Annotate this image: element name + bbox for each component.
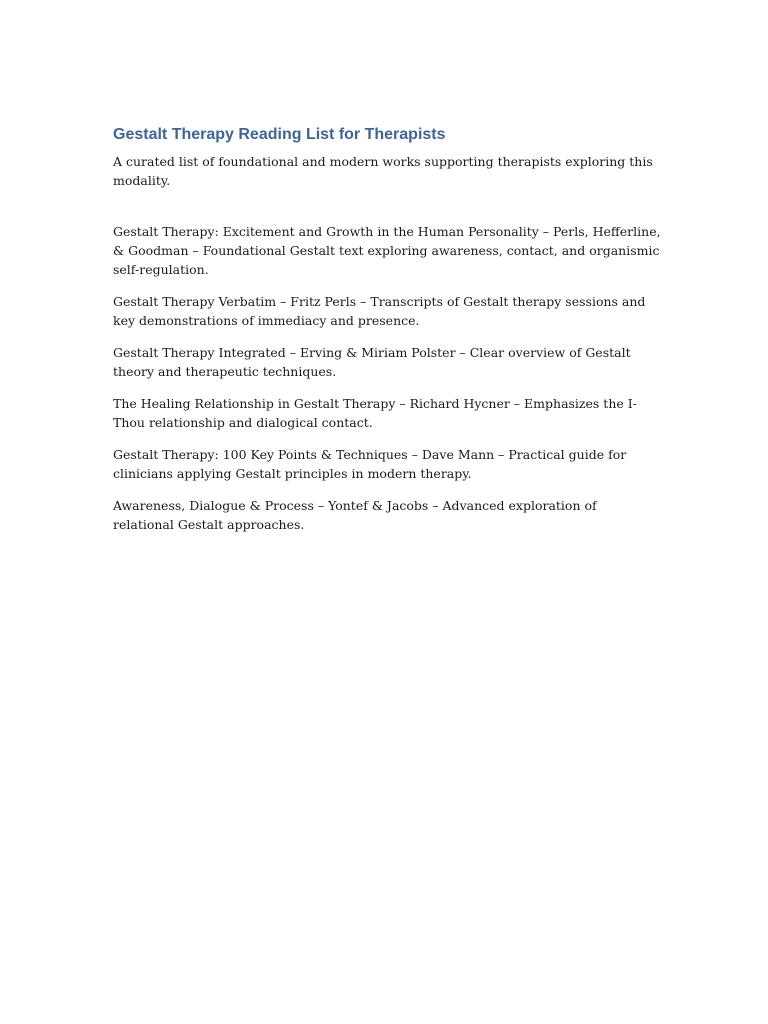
intro-paragraph: A curated list of foundational and modern works supporting therapists exploring this modality. [113, 154, 653, 188]
reading-list-item: Gestalt Therapy: Excitement and Growth in the Human Personality – Perls, Hefferline, & Goodman – Foundational Gestalt text exploring awareness, contact, and organismic self-regulation. [113, 224, 661, 277]
reading-list-item: Gestalt Therapy: 100 Key Points & Techniques – Dave Mann – Practical guide for clinicians applying Gestalt principles in modern therapy. [113, 447, 627, 481]
document-page [113, 124, 661, 547]
reading-list-item: Awareness, Dialogue & Process – Yontef & Jacobs – Advanced exploration of relational Gestalt approaches. [113, 498, 597, 532]
reading-list-item: Gestalt Therapy Verbatim – Fritz Perls – Transcripts of Gestalt therapy sessions and key demonstrations of immediacy and presence. [113, 294, 646, 328]
reading-list-item: Gestalt Therapy Integrated – Erving & Miriam Polster – Clear overview of Gestalt theory and therapeutic techniques. [113, 345, 631, 379]
reading-list-item: The Healing Relationship in Gestalt Therapy – Richard Hycner – Emphasizes the I-Thou relationship and dialogical contact. [113, 396, 637, 430]
page-title: Gestalt Therapy Reading List for Therapists [113, 126, 446, 143]
